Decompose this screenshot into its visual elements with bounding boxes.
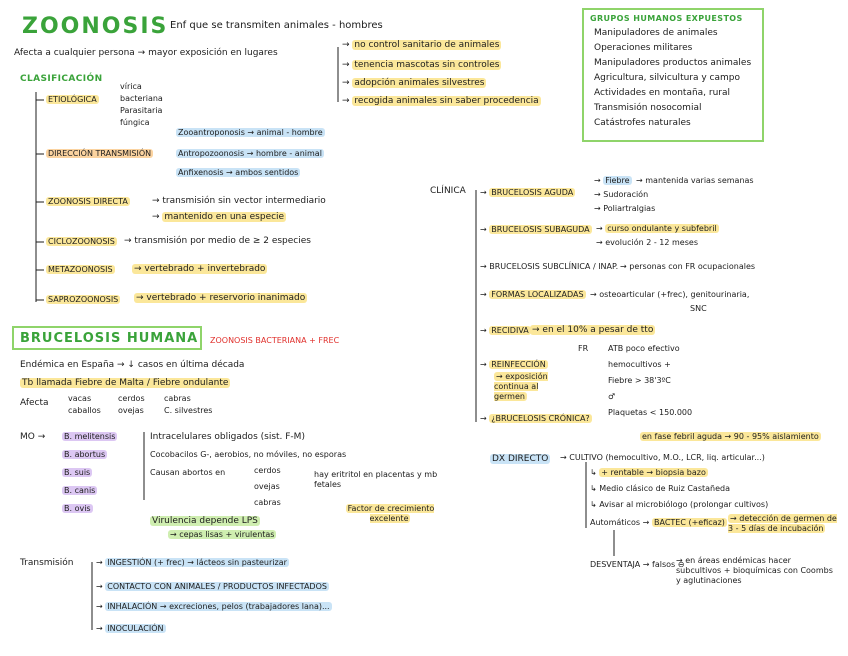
reinfeccion-label: → REINFECCIÓN: [480, 360, 546, 369]
etio-item: Parasitaria: [120, 106, 163, 115]
meta-text: → vertebrado + invertebrado: [134, 264, 266, 274]
fiebre-note: → mantenida varias semanas: [636, 176, 754, 185]
cepas-text: → cepas lisas + virulentas: [170, 530, 275, 539]
causan-text: Causan abortos en: [150, 468, 226, 477]
sapro-label: SAPROZOONOSIS: [48, 295, 119, 304]
avisar-text: ↳ Avisar al microbiólogo (prolongar cultivos): [590, 500, 769, 509]
dir-item: Zooantroponosis → animal - hombre: [178, 128, 323, 137]
grupo-item: Catástrofes naturales: [594, 118, 691, 128]
page-title: ZOONOSIS: [22, 14, 169, 39]
transmision-item: → INHALACIÓN → excreciones, pelos (trabajadores lana)...: [96, 602, 330, 611]
grupos-box: [582, 8, 764, 142]
aguda-item: → Fiebre: [594, 176, 630, 185]
dir-item: Anfixenosis → ambos sentidos: [178, 168, 299, 177]
deteccion-text: → detección de germen de 3 - 5 días de incubación: [728, 514, 837, 533]
automaticos-label: Automáticos →: [590, 518, 650, 527]
transmision-item: → INGESTIÓN (+ frec) → lácteos sin pasteurizar: [96, 558, 287, 567]
etio-item: vírica: [120, 82, 142, 91]
subclinica-label: → BRUCELOSIS SUBCLÍNICA / INAP.: [480, 262, 619, 271]
fr-label: FR: [578, 344, 589, 353]
abortos-item: cabras: [254, 498, 281, 507]
fr-item: ♂: [608, 392, 616, 401]
aguda-item: → Poliartralgias: [594, 204, 656, 213]
grupo-item: Agricultura, silvicultura y campo: [594, 73, 741, 83]
direccion-label: DIRECCIÓN TRANSMISIÓN: [48, 149, 152, 158]
reinfeccion-note: → exposición continua al germen: [494, 372, 548, 401]
brucelosis-subtitle: ZOONOSIS BACTERIANA + FREC: [210, 336, 340, 345]
brucelosis-title: BRUCELOSIS HUMANA: [20, 331, 199, 346]
endemica-text: Endémica en España → ↓ casos en última década: [20, 360, 245, 370]
localizadas-text: → osteoarticular (+frec), genitourinaria,: [590, 290, 750, 299]
bactec-text: BACTEC (+eficaz): [654, 518, 725, 527]
fase-text: en fase febril aguda → 90 - 95% aislamiento: [642, 432, 819, 441]
grupo-item: Transmisión nosocomial: [594, 103, 702, 113]
medio-text: ↳ Medio clásico de Ruiz Castañeda: [590, 484, 731, 493]
factor-text: Factor de crecimiento excelente: [347, 504, 435, 523]
grupo-item: Manipuladores productos animales: [594, 58, 752, 68]
fr-item: Plaquetas < 150.000: [608, 408, 693, 417]
afecta-item: cabras: [164, 394, 191, 403]
recidiva-label: → RECIDIVA: [480, 326, 529, 335]
grupo-item: Manipuladores de animales: [594, 28, 718, 38]
abortos-item: ovejas: [254, 482, 280, 491]
dir-item: Antropozoonosis → hombre - animal: [178, 149, 322, 158]
lugar-item: → tenencia mascotas sin controles: [342, 60, 500, 70]
mo-label: MO →: [20, 432, 46, 442]
transmision-item: → CONTACTO CON ANIMALES / PRODUCTOS INFECTADOS: [96, 582, 327, 591]
dx-label: DX DIRECTO: [492, 454, 549, 464]
lugar-item: → recogida animales sin saber procedencia: [342, 96, 539, 106]
afecta-text: Afecta a cualquier persona → mayor exposición en lugares: [14, 48, 278, 58]
fr-item: hemocultivos +: [608, 360, 671, 369]
transmision-item: → INOCULACIÓN: [96, 624, 164, 633]
aguda-item: → Sudoración: [594, 190, 649, 199]
subaguda-label: → BRUCELOSIS SUBAGUDA: [480, 225, 590, 234]
desventaja-text: → en áreas endémicas hacer subcultivos + bioquímicas con Coombs y aglutinaciones: [676, 556, 833, 585]
afecta-item: vacas: [68, 394, 92, 403]
transmision-label: Transmisión: [20, 558, 74, 568]
grupo-item: Actividades en montaña, rural: [594, 88, 731, 98]
mo-item: B. suis: [64, 468, 91, 477]
intracelular-text: Intracelulares obligados (sist. F-M): [150, 432, 305, 442]
sapro-text: → vertebrado + reservorio inanimado: [136, 293, 306, 303]
lugar-item: → no control sanitario de animales: [342, 40, 500, 50]
afecta-item: cerdos: [118, 394, 145, 403]
afecta-item: ovejas: [118, 406, 144, 415]
title-definition: Enf que se transmiten animales - hombres: [170, 20, 383, 31]
aguda-label: → BRUCELOSIS AGUDA: [480, 188, 574, 197]
lugar-item: → adopción animales silvestres: [342, 78, 485, 88]
mo-item: B. canis: [64, 486, 96, 495]
cultivo-text: → CULTIVO (hemocultivo, M.O., LCR, liq. articular...): [560, 453, 765, 462]
afecta-item: C. silvestres: [164, 406, 213, 415]
meta-label: METAZOONOSIS: [48, 265, 113, 274]
grupo-item: Operaciones militares: [594, 43, 693, 53]
cronica-label: → ¿BRUCELOSIS CRÓNICA?: [480, 414, 590, 423]
cocobacilos-text: Cocobacilos G-, aerobios, no móviles, no esporas: [150, 450, 347, 459]
virulencia-text: Virulencia depende LPS: [152, 516, 258, 526]
directa-item: → transmisión sin vector intermediario: [152, 196, 326, 206]
brucelosis-title-box: [12, 326, 202, 350]
localizadas-label: → FORMAS LOCALIZADAS: [480, 290, 584, 299]
subaguda-item: → evolución 2 - 12 meses: [596, 238, 698, 247]
directa-label: ZOONOSIS DIRECTA: [48, 197, 128, 206]
clasificacion-title: CLASIFICACIÓN: [20, 74, 103, 84]
mo-item: B. abortus: [64, 450, 106, 459]
etio-item: bacteriana: [120, 94, 163, 103]
mo-item: B. melitensis: [64, 432, 116, 441]
desventaja-label: DESVENTAJA → falsos ⊖: [590, 560, 685, 569]
abortos-item: cerdos: [254, 466, 281, 475]
rentable-text: ↳ + rentable → biopsia bazo: [590, 468, 706, 477]
grupos-title: GRUPOS HUMANOS EXPUESTOS: [590, 14, 743, 23]
ciclo-text: → transmisión por medio de ≥ 2 especies: [124, 236, 311, 246]
afecta-label: Afecta: [20, 398, 49, 408]
recidiva-text: → en el 10% a pesar de tto: [532, 325, 654, 335]
etio-item: fúngica: [120, 118, 150, 127]
ciclo-label: CICLOZOONOSIS: [48, 237, 115, 246]
llamada-text: Tb llamada Fiebre de Malta / Fiebre ondulante: [22, 378, 229, 388]
eritritol-text: hay eritritol en placentas y mb fetales: [314, 470, 438, 489]
directa-item: → mantenido en una especie: [152, 212, 285, 222]
snc-text: SNC: [690, 304, 707, 313]
mo-item: B. ovis: [64, 504, 91, 513]
fr-item: Fiebre > 38'3ºC: [608, 376, 671, 385]
afecta-item: caballos: [68, 406, 101, 415]
fr-item: ATB poco efectivo: [608, 344, 680, 353]
subaguda-item: → curso ondulante y subfebril: [596, 224, 717, 233]
etiologica-label: ETIOLÓGICA: [48, 95, 97, 104]
subclinica-text: → personas con FR ocupacionales: [620, 262, 756, 271]
clinica-label: CLÍNICA: [430, 186, 466, 196]
